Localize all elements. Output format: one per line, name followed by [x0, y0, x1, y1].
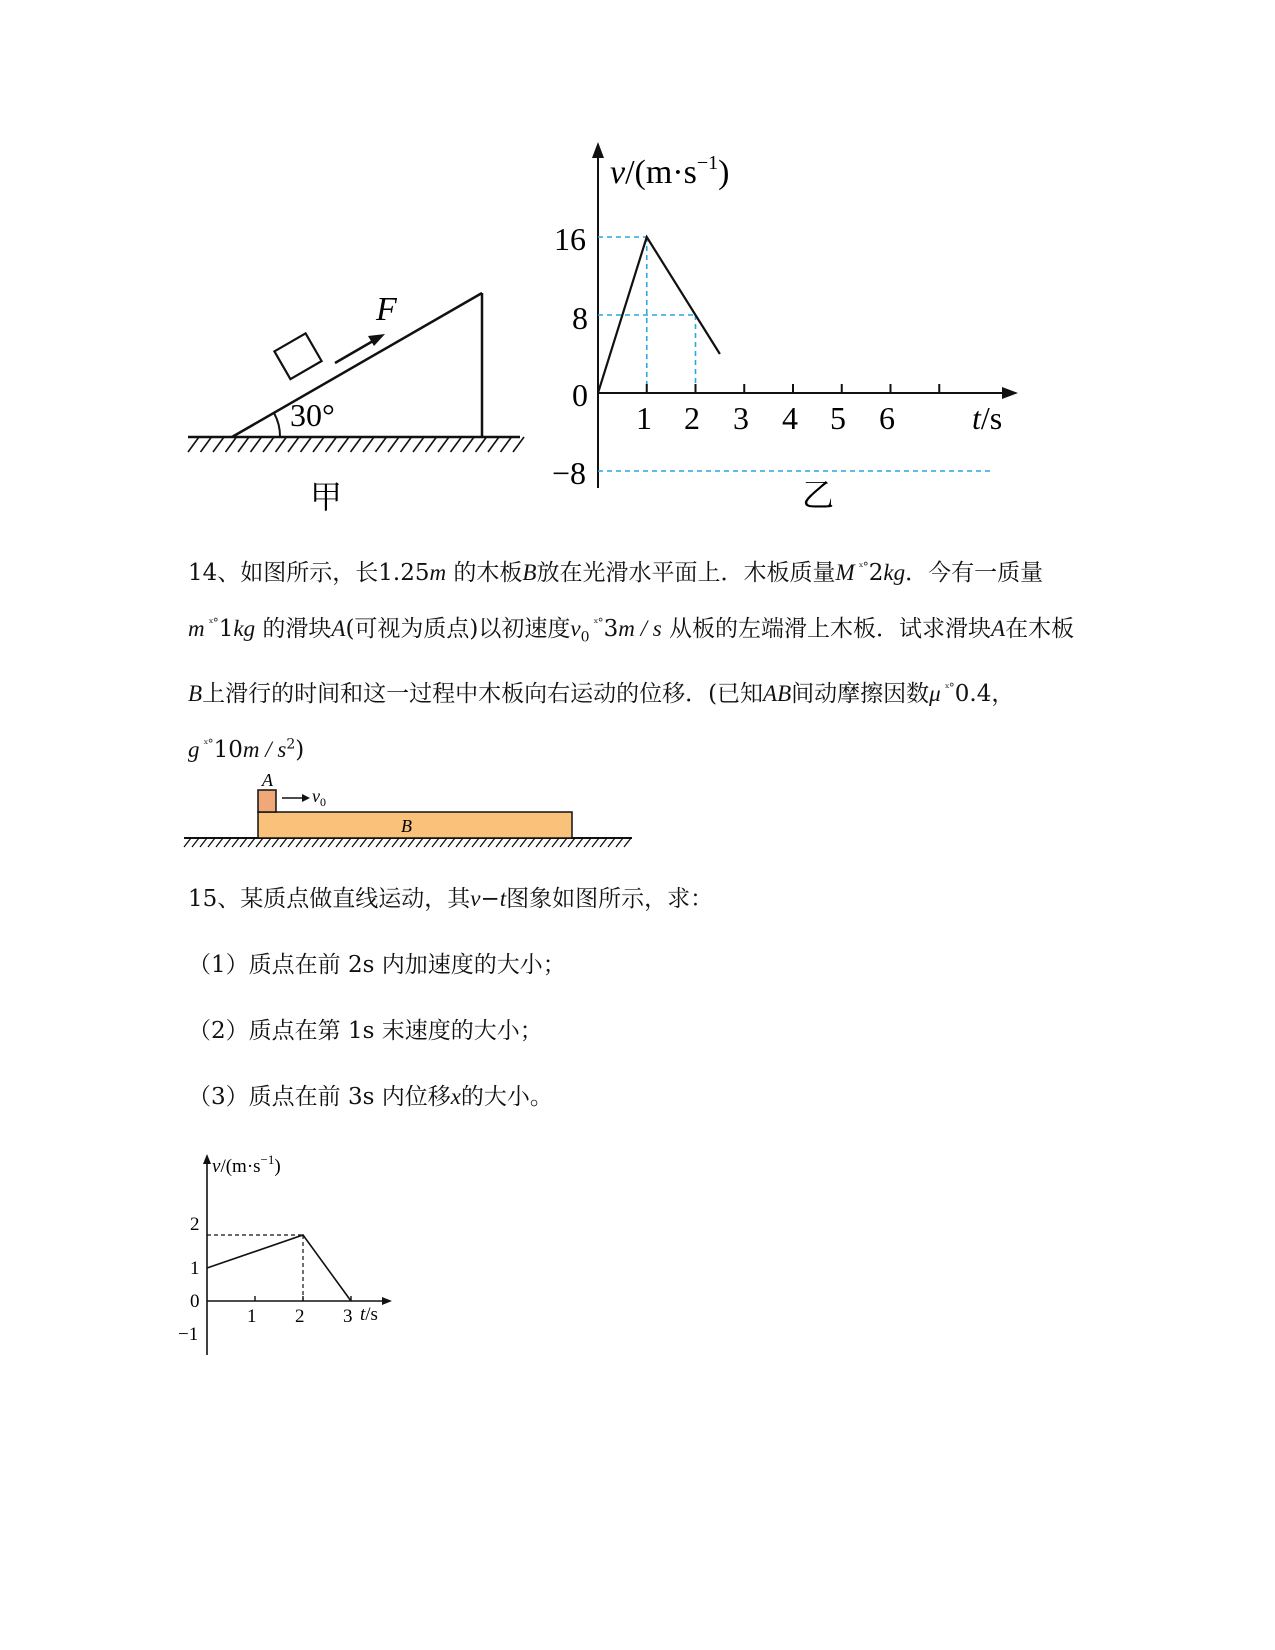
hatch-mark: [584, 838, 591, 847]
hatch-mark: [368, 838, 375, 847]
hatch-mark: [264, 838, 271, 847]
vt-graph-q15: [180, 1150, 410, 1370]
hatch-mark: [336, 838, 343, 847]
hatch-mark: [424, 838, 431, 847]
hatch-mark: [313, 437, 324, 452]
hatch-mark: [363, 437, 374, 452]
x-tick-3: 3: [343, 1306, 353, 1327]
x-tick-1: 1: [636, 400, 652, 436]
hatch-mark: [513, 437, 524, 452]
hatch-mark: [213, 437, 224, 452]
block: [274, 333, 321, 379]
force-arrow-head: [368, 334, 385, 346]
hatch-mark: [240, 838, 247, 847]
vt-graph-yi: [540, 140, 1040, 530]
y-tick-minus8: −8: [552, 455, 587, 491]
hatch-mark: [276, 437, 287, 452]
velocity-arrow-head: [302, 794, 310, 802]
hatch-mark: [463, 437, 474, 452]
question-15-part-1: （1）质点在前 2s 内加速度的大小；: [188, 952, 566, 978]
incline-diagram: [180, 280, 540, 540]
hatch-mark: [600, 838, 607, 847]
hatch-mark: [312, 838, 319, 847]
y-axis-label: $v/(m\cdot s^{-1})$: [610, 152, 730, 191]
hatch-mark: [256, 838, 263, 847]
hatch-mark: [376, 838, 383, 847]
hatch-mark: [624, 838, 631, 847]
hatch-mark: [456, 838, 463, 847]
hatch-mark: [352, 838, 359, 847]
y-axis-arrow: [203, 1154, 211, 1164]
hatch-mark: [272, 838, 279, 847]
hatch-mark: [388, 437, 399, 452]
hatch-mark: [301, 437, 312, 452]
hatch-mark: [232, 838, 239, 847]
y-axis-arrow: [592, 142, 604, 158]
hatch-mark: [426, 437, 437, 452]
hatch-mark: [192, 838, 199, 847]
hatch-mark: [384, 838, 391, 847]
hatch-mark: [448, 838, 455, 847]
board-diagram: [180, 770, 640, 860]
hatch-mark: [184, 838, 191, 847]
hatch-mark: [288, 437, 299, 452]
x-axis-label: t/s: [360, 1304, 378, 1325]
hatch-mark: [304, 838, 311, 847]
y-tick-8: 8: [572, 300, 588, 336]
hatch-mark: [536, 838, 543, 847]
x-tick-4: 4: [782, 400, 798, 436]
hatch-mark: [480, 838, 487, 847]
hatch-mark: [201, 437, 212, 452]
hatch-mark: [568, 838, 575, 847]
hatch-mark: [616, 838, 623, 847]
hatch-mark: [464, 838, 471, 847]
hatch-mark: [296, 838, 303, 847]
hatch-mark: [248, 838, 255, 847]
hatch-mark: [576, 838, 583, 847]
x-tick-5: 5: [830, 400, 846, 436]
hatch-mark: [488, 437, 499, 452]
x-axis-label: t/s: [972, 400, 1003, 436]
angle-arc: [274, 413, 280, 437]
x-tick-2: 2: [684, 400, 700, 436]
ground-hatching: [188, 437, 524, 452]
hatch-mark: [320, 838, 327, 847]
y-tick-minus1: −1: [178, 1324, 199, 1345]
hatch-mark: [544, 838, 551, 847]
question-14-text: 14、如图所示，长1.25m 的木板B放在光滑水平面上．木板质量M $^{ˣ^\circ}$2kg．今有一质量m $^{ˣ^\circ}$1kg 的滑块A(可视为质点)以初速度$v_0^{ˣ^\circ}3m$ / s 从板的左端滑上木板．试求滑块A在木板B上滑行的时间和这一过程中木板向右运动的位移．(已知AB间动摩擦因数μ $^{ˣ^\circ}$0.4， g $^{ˣ^\circ}10m / s^2$): [188, 560, 1075, 763]
hatch-mark: [552, 838, 559, 847]
y-tick-2: 2: [190, 1214, 200, 1235]
hatch-mark: [440, 838, 447, 847]
label-B: B: [401, 816, 412, 836]
hatch-mark: [216, 838, 223, 847]
figure-board: [180, 770, 640, 860]
hatch-mark: [351, 437, 362, 452]
hatch-mark: [501, 437, 512, 452]
reference-lines: [207, 1235, 303, 1301]
hatch-mark: [328, 838, 335, 847]
hatch-mark: [360, 838, 367, 847]
hatch-mark: [476, 437, 487, 452]
hatch-mark: [560, 838, 567, 847]
hatch-mark: [592, 838, 599, 847]
hatch-mark: [344, 838, 351, 847]
hatch-mark: [224, 838, 231, 847]
hatch-mark: [504, 838, 511, 847]
hatch-mark: [413, 437, 424, 452]
hatch-mark: [263, 437, 274, 452]
hatch-mark: [188, 437, 199, 452]
question-15-stem: 15、某质点做直线运动，其v−t图象如图所示，求：: [188, 886, 714, 912]
figure-caption-yi: 乙: [802, 476, 835, 514]
x-tick-3: 3: [733, 400, 749, 436]
hatch-mark: [488, 838, 495, 847]
x-ticks: [647, 384, 940, 393]
ground-hatching: [184, 838, 631, 847]
hatch-mark: [226, 437, 237, 452]
hatch-mark: [200, 838, 207, 847]
hatch-mark: [251, 437, 262, 452]
hatch-mark: [288, 838, 295, 847]
board-B: [258, 812, 572, 838]
hatch-mark: [438, 437, 449, 452]
hatch-mark: [280, 838, 287, 847]
figure-vt-graph-yi: [540, 140, 1040, 530]
label-v0: $v_0$: [312, 786, 326, 809]
angle-label: 30°: [290, 397, 335, 433]
hatch-mark: [392, 838, 399, 847]
hatch-mark: [408, 838, 415, 847]
hatch-mark: [238, 437, 249, 452]
question-15-part-2: （2）质点在第 1s 末速度的大小；: [188, 1018, 543, 1044]
x-tick-1: 1: [247, 1306, 257, 1327]
hatch-mark: [520, 838, 527, 847]
y-tick-16: 16: [554, 221, 586, 257]
y-axis-label: $v/(m\cdot s^{-1})$: [212, 1152, 281, 1177]
figure-incline: [180, 280, 540, 540]
x-axis-arrow: [382, 1297, 392, 1305]
hatch-mark: [208, 838, 215, 847]
hatch-mark: [528, 838, 535, 847]
hatch-mark: [326, 437, 337, 452]
x-tick-2: 2: [295, 1306, 305, 1327]
hatch-mark: [401, 437, 412, 452]
block-A: [258, 790, 276, 812]
question-15-part-3: （3）质点在前 3s 内位移x的大小。: [188, 1084, 553, 1110]
hatch-mark: [472, 838, 479, 847]
figure-caption-jia: 甲: [310, 478, 343, 516]
hatch-mark: [432, 838, 439, 847]
x-axis-arrow: [1002, 387, 1018, 399]
hatch-mark: [512, 838, 519, 847]
hatch-mark: [608, 838, 615, 847]
hatch-mark: [451, 437, 462, 452]
hatch-mark: [496, 838, 503, 847]
force-label: F: [376, 291, 397, 328]
hatch-mark: [338, 437, 349, 452]
series-line: [207, 1235, 351, 1301]
hatch-mark: [416, 838, 423, 847]
figure-vt-graph-q15: [180, 1150, 410, 1370]
hatch-mark: [400, 838, 407, 847]
hatch-mark: [376, 437, 387, 452]
y-tick-1: 1: [190, 1258, 200, 1279]
y-tick-0: 0: [572, 377, 588, 413]
x-tick-6: 6: [879, 400, 895, 436]
incline-surface: [232, 293, 482, 437]
y-tick-0: 0: [190, 1291, 200, 1312]
label-A: A: [262, 770, 273, 790]
